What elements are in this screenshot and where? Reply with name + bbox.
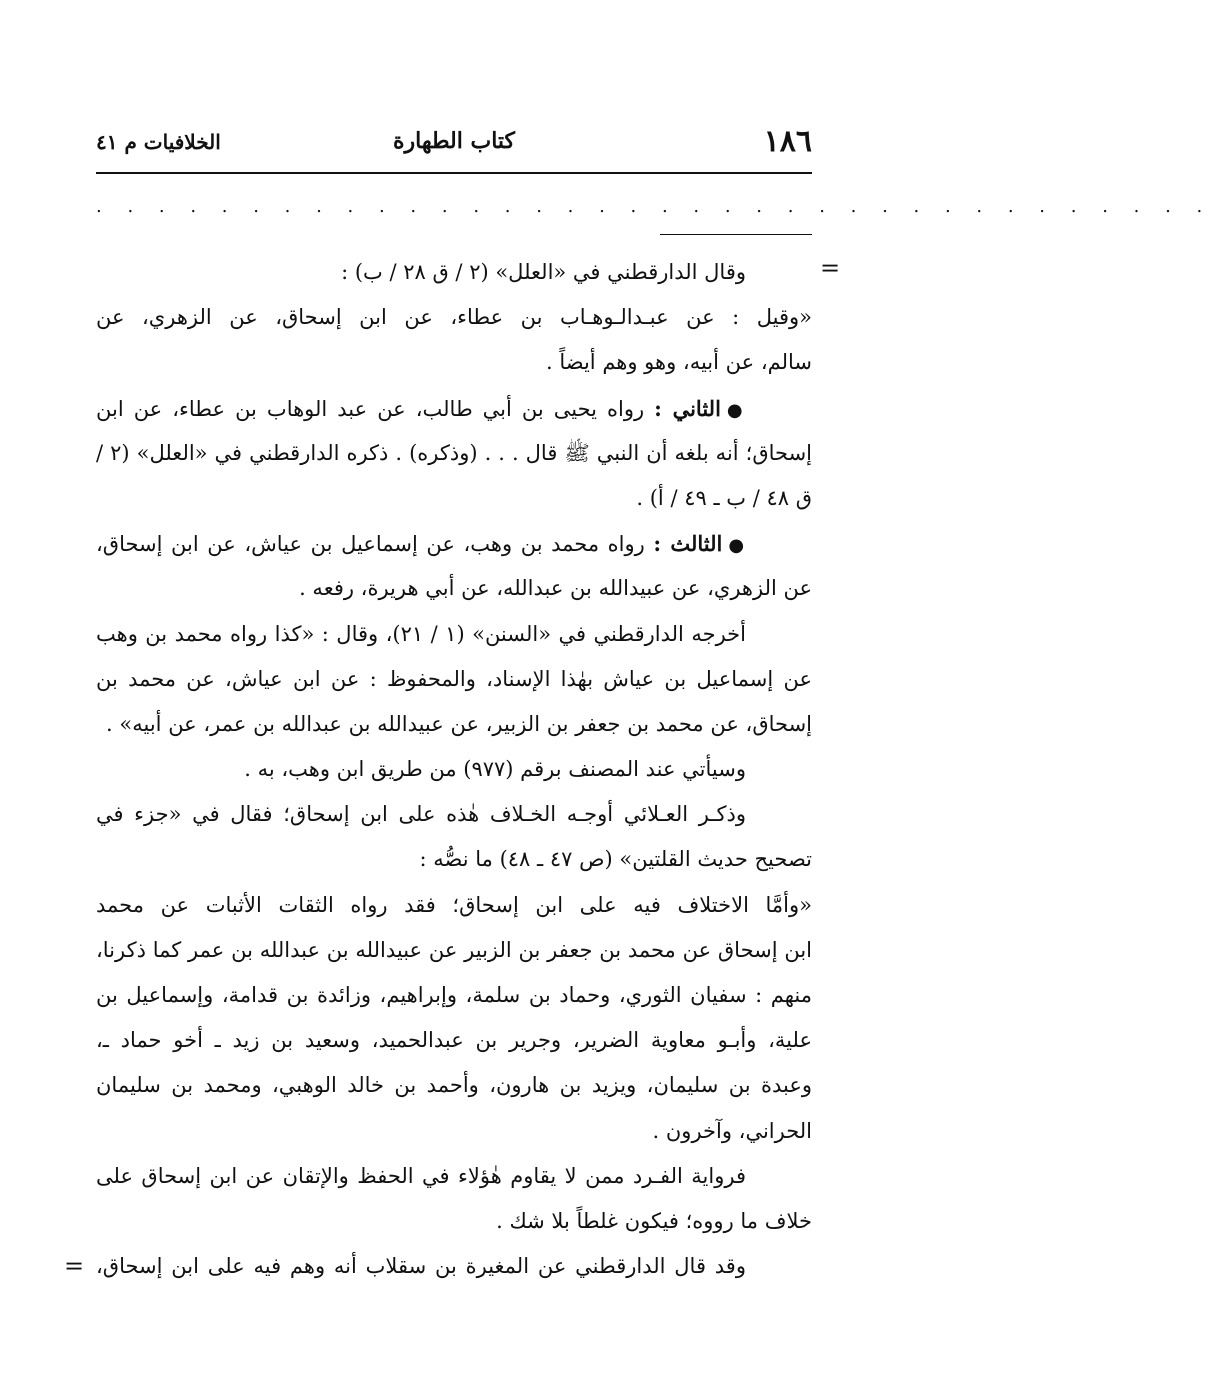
chapter-title: كتاب الطهارة (392, 128, 516, 154)
text-line: خلاف ما رووه؛ فيكون غلطاً بلا شك . (496, 1208, 812, 1233)
text-line: وعبدة بن سليمان، ويزيد بن هارون، وأحمد بن خالد الوهبي، ومحمد بن سليمان (96, 1073, 812, 1098)
dotted-separator: . . . . . . . . . . . . . . . . . . . . . . . . . . . . . . . . . . . . (96, 196, 1212, 217)
text-line: تصحيح حديث القلتين» (ص ٤٧ ـ ٤٨) ما نصُّه : (419, 847, 812, 872)
label-third: الثالث : (653, 531, 723, 557)
continuation-mark-top: = (820, 254, 841, 282)
text-line: عن الزهري، عن عبيدالله بن عبدالله، عن أبي هريرة، رفعه . (299, 576, 812, 601)
text-line: وسيأتي عند المصنف برقم (٩٧٧) من طريق ابن وهب، به . (244, 757, 746, 782)
text-line: أخرجه الدارقطني في «السنن» (١ / ٢١)، وقال : «كذا رواه محمد بن وهب (96, 621, 746, 646)
text-line: وقال الدارقطني في «العلل» (٢ / ق ٢٨ / ب) : (341, 260, 746, 284)
page-number: ١٨٦ (763, 124, 812, 159)
text-line: فرواية الفـرد ممن لا يقاوم هٰؤلاء في الحفظ والإتقان عن ابن إسحاق على (96, 1163, 746, 1188)
text-line: ابن إسحاق عن محمد بن جعفر بن الزبير عن عبيدالله بن عبدالله بن عمر كما ذكرنا، (96, 937, 812, 962)
header-rule (96, 172, 812, 174)
text-line: ق ٤٨ / ب ـ ٤٩ / أ) . (636, 485, 812, 510)
text-line: «وقيل : عن عبـدالـوهـاب بن عطاء، عن ابن إسحاق، عن الزهري، عن (96, 305, 812, 330)
bullet-icon: ● (726, 399, 746, 421)
text-line-content: رواه يحيى بن أبي طالب، عن عبد الوهاب بن عطاء، عن ابن (96, 396, 645, 421)
series-volume: الخلافيات م ٤١ (96, 130, 221, 154)
text-line: وقد قال الدارقطني عن المغيرة بن سقلاب أنه وهم فيه على ابن إسحاق، (96, 1254, 746, 1279)
text-line (96, 521, 812, 566)
bullet-icon: ● (728, 535, 746, 557)
footnote-rule (660, 234, 812, 235)
continuation-mark-bottom: = (64, 1252, 85, 1280)
text-line: إسحاق؛ أنه بلغه أن النبي ﷺ قال . . . (وذكره) . ذكره الدارقطني في «العلل» (٢ / (96, 440, 812, 465)
text-line: «وأمَّا الاختلاف فيه على ابن إسحاق؛ فقد رواه الثقات الأثبات عن محمد (96, 892, 812, 917)
text-line: إسحاق، عن محمد بن جعفر بن الزبير، عن عبيدالله بن عبدالله بن عمر، عن أبيه» . (106, 711, 812, 736)
text-line (96, 386, 812, 431)
text-line: الحراني، وآخرون . (652, 1118, 812, 1143)
text-line: وذكـر العـلائي أوجـه الخـلاف هٰذه على ابن إسحاق؛ فقال في «جزء في (96, 802, 746, 827)
text-line: علية، وأبـو معاوية الضرير، وجرير بن عبدالحميد، وسعيد بن زيد ـ أخو حماد ـ، (96, 1028, 812, 1053)
footnote-text (96, 250, 812, 1289)
text-line: عن إسماعيل بن عياش بهٰذا الإسناد، والمحفوظ : عن ابن عياش، عن محمد بن (96, 666, 812, 691)
page-header (96, 124, 812, 164)
text-line-content: رواه محمد بن وهب، عن إسماعيل بن عياش، عن ابن إسحاق، (96, 532, 645, 557)
label-second: الثاني : (654, 395, 721, 421)
text-line: منهم : سفيان الثوري، وحماد بن سلمة، وإبراهيم، وزائدة بن قدامة، وإسماعيل بن (96, 983, 812, 1007)
text-line: سالم، عن أبيه، وهو وهم أيضاً . (546, 350, 812, 375)
